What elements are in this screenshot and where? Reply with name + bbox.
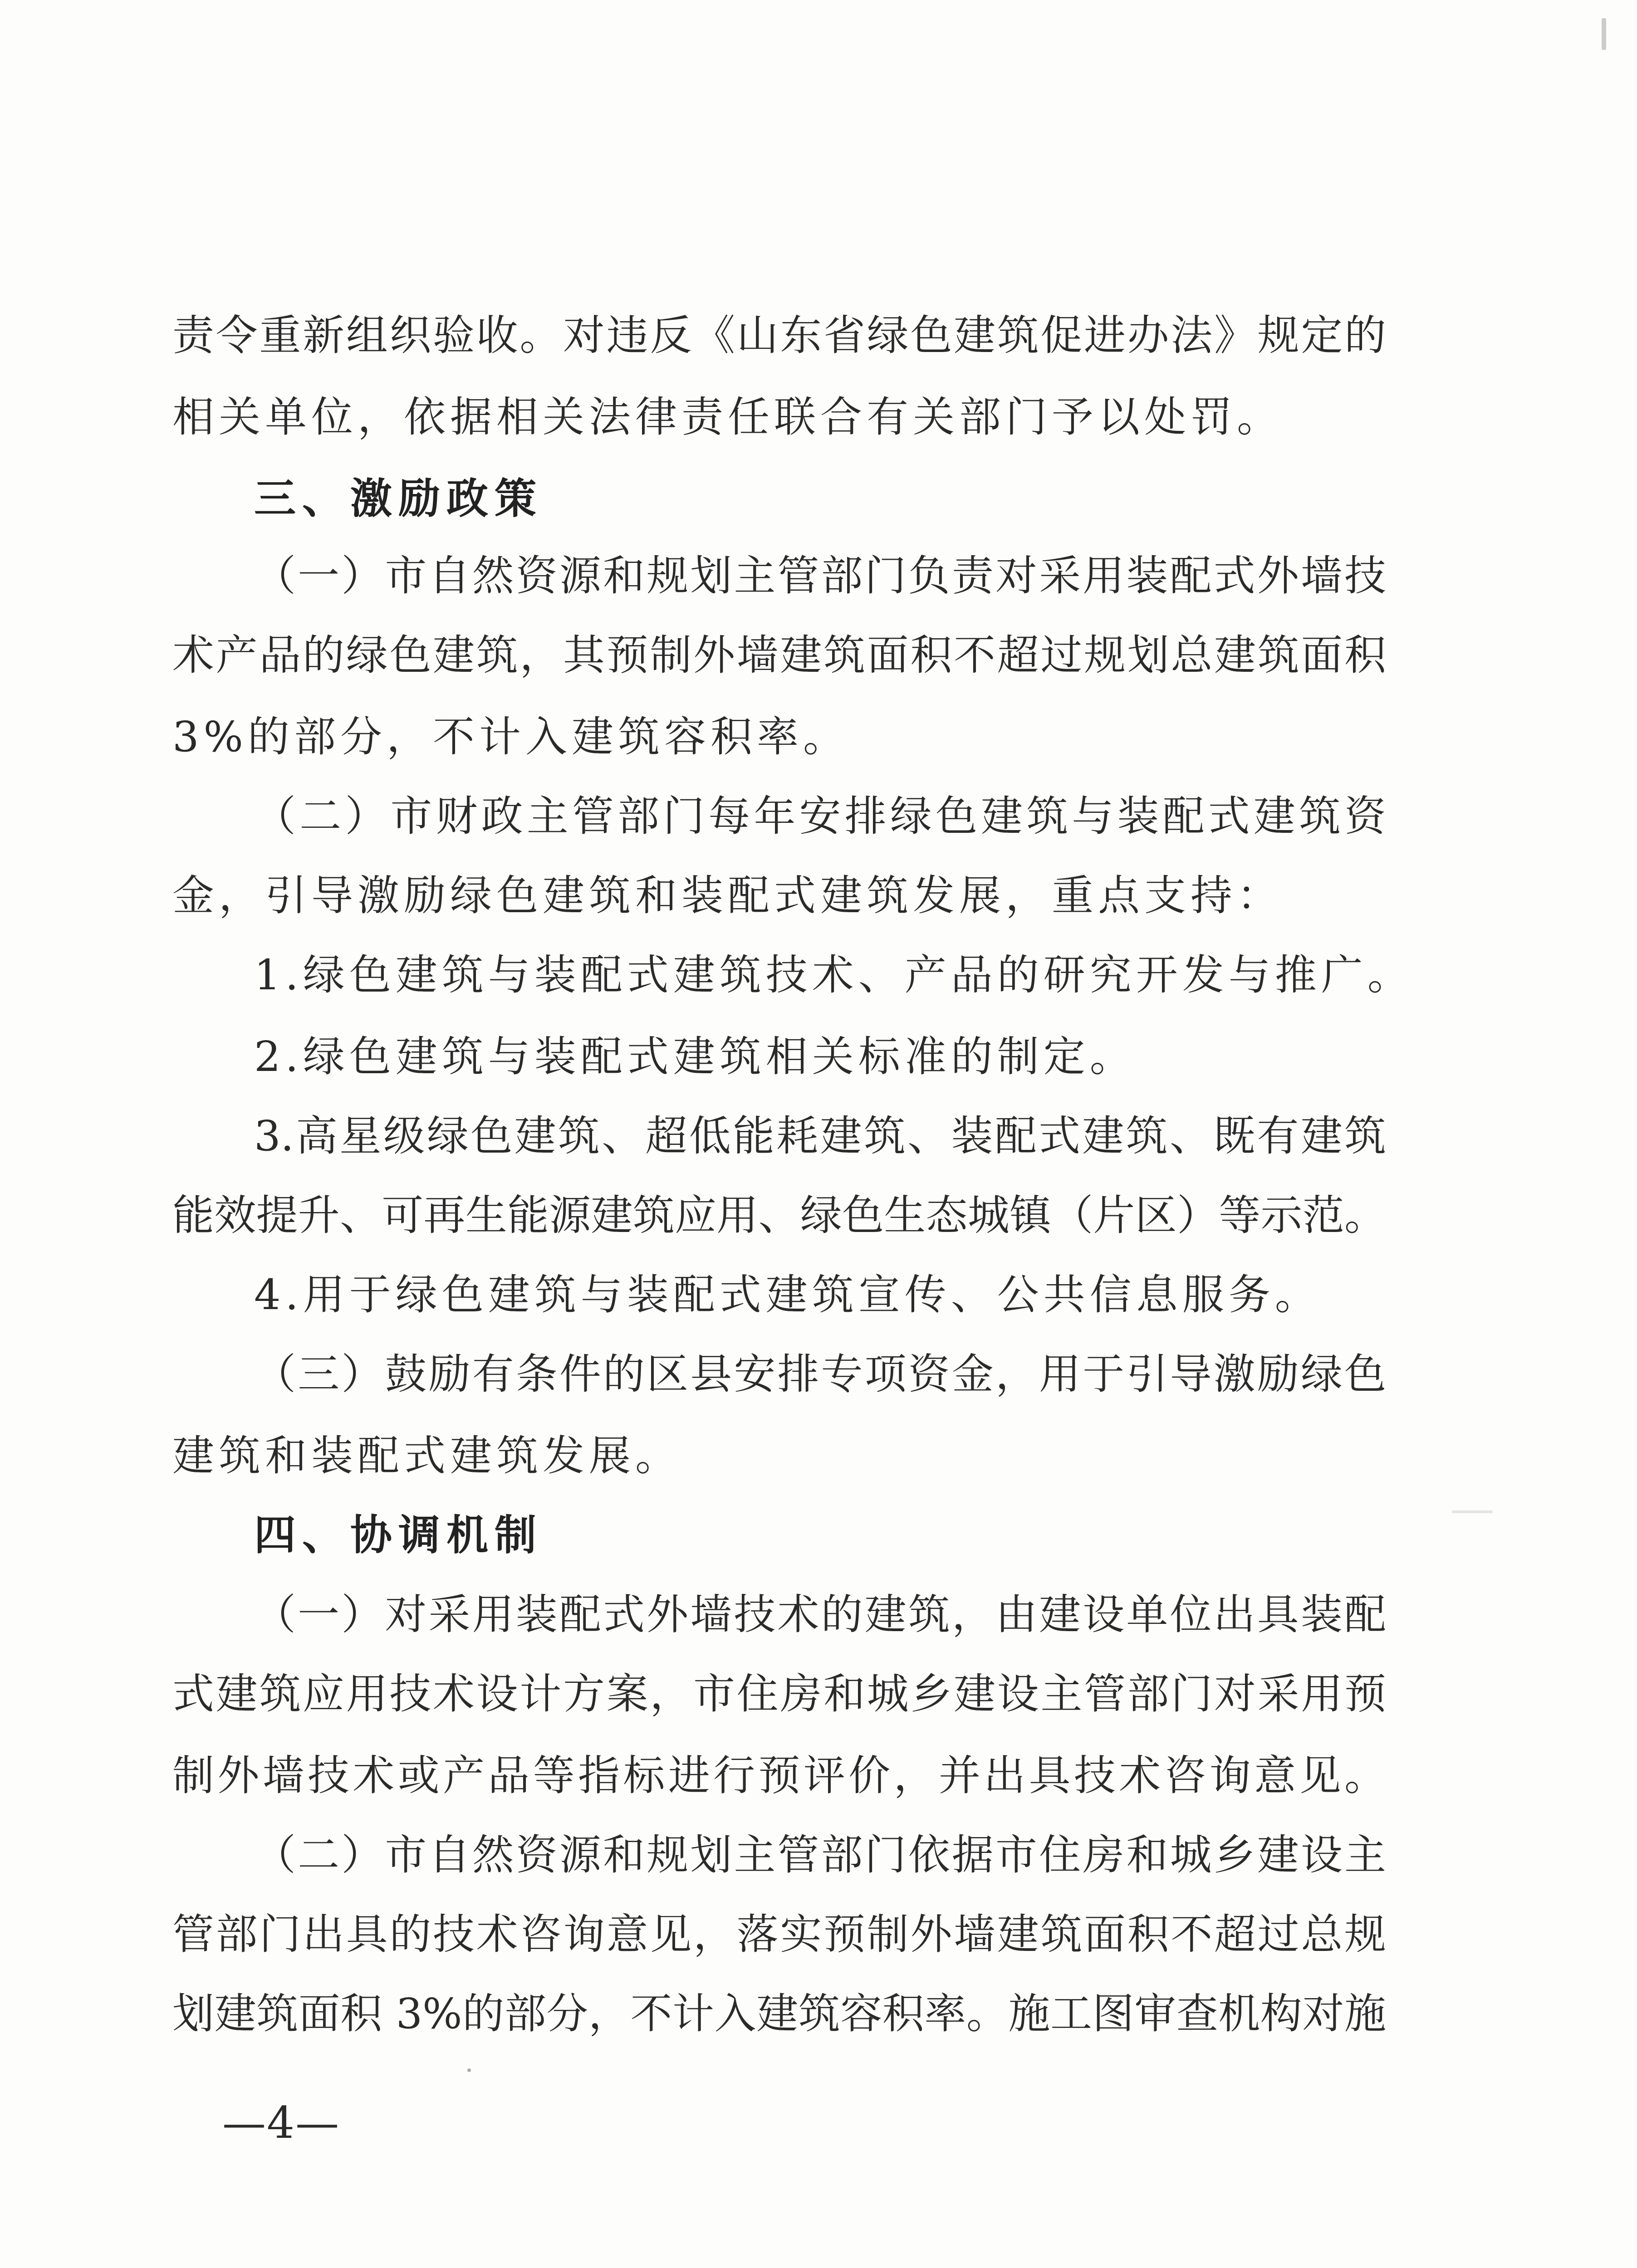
paragraph-line: 划建筑面积 3%的部分，不计入建筑容积率。施工图审查机构对施: [172, 1989, 1386, 2038]
paragraph-line: （一）市自然资源和规划主管部门负责对采用装配式外墙技: [254, 552, 1386, 600]
paragraph-line: 相关单位，依据相关法律责任联合有关部门予以处罚。: [172, 393, 1284, 441]
paragraph-line: （二）市财政主管部门每年安排绿色建筑与装配式建筑资: [254, 792, 1386, 841]
scan-speck: [1452, 1510, 1493, 1513]
scan-mark: [1602, 18, 1606, 50]
section-heading: 三、激励政策: [254, 474, 543, 523]
list-item: 1.绿色建筑与装配式建筑技术、产品的研究开发与推广。: [254, 951, 1414, 999]
paragraph-line: （二）市自然资源和规划主管部门依据市住房和城乡建设主: [254, 1831, 1386, 1879]
paragraph-line: （一）对采用装配式外墙技术的建筑，由建设单位出具装配: [254, 1590, 1386, 1639]
paragraph-line: 建筑和装配式建筑发展。: [172, 1432, 682, 1480]
paragraph-line: 能效提升、可再生能源建筑应用、绿色生态城镇（片区）等示范。: [172, 1191, 1386, 1240]
paragraph-line: 责令重新组织验收。对违反《山东省绿色建筑促进办法》规定的: [172, 311, 1386, 360]
paragraph-line: 制外墙技术或产品等指标进行预评价，并出具技术咨询意见。: [172, 1751, 1386, 1800]
list-item: 3.高星级绿色建筑、超低能耗建筑、装配式建筑、既有建筑: [254, 1112, 1386, 1160]
paragraph-line: 管部门出具的技术咨询意见，落实预制外墙建筑面积不超过总规: [172, 1910, 1386, 1959]
paragraph-line: （三）鼓励有条件的区县安排专项资金，用于引导激励绿色: [254, 1350, 1386, 1398]
paragraph-line: 金，引导激励绿色建筑和装配式建筑发展，重点支持：: [172, 871, 1284, 920]
list-item: 4.用于绿色建筑与装配式建筑宣传、公共信息服务。: [254, 1271, 1321, 1319]
list-item: 2.绿色建筑与装配式建筑相关标准的制定。: [254, 1032, 1136, 1081]
page-number: —4—: [222, 2097, 340, 2148]
section-heading: 四、协调机制: [254, 1511, 543, 1559]
paragraph-line: 术产品的绿色建筑，其预制外墙建筑面积不超过规划总建筑面积: [172, 631, 1386, 679]
paragraph-line: 3%的部分，不计入建筑容积率。: [172, 713, 849, 761]
scan-speck: [467, 2068, 471, 2072]
paragraph-line: 式建筑应用技术设计方案，市住房和城乡建设主管部门对采用预: [172, 1670, 1386, 1718]
